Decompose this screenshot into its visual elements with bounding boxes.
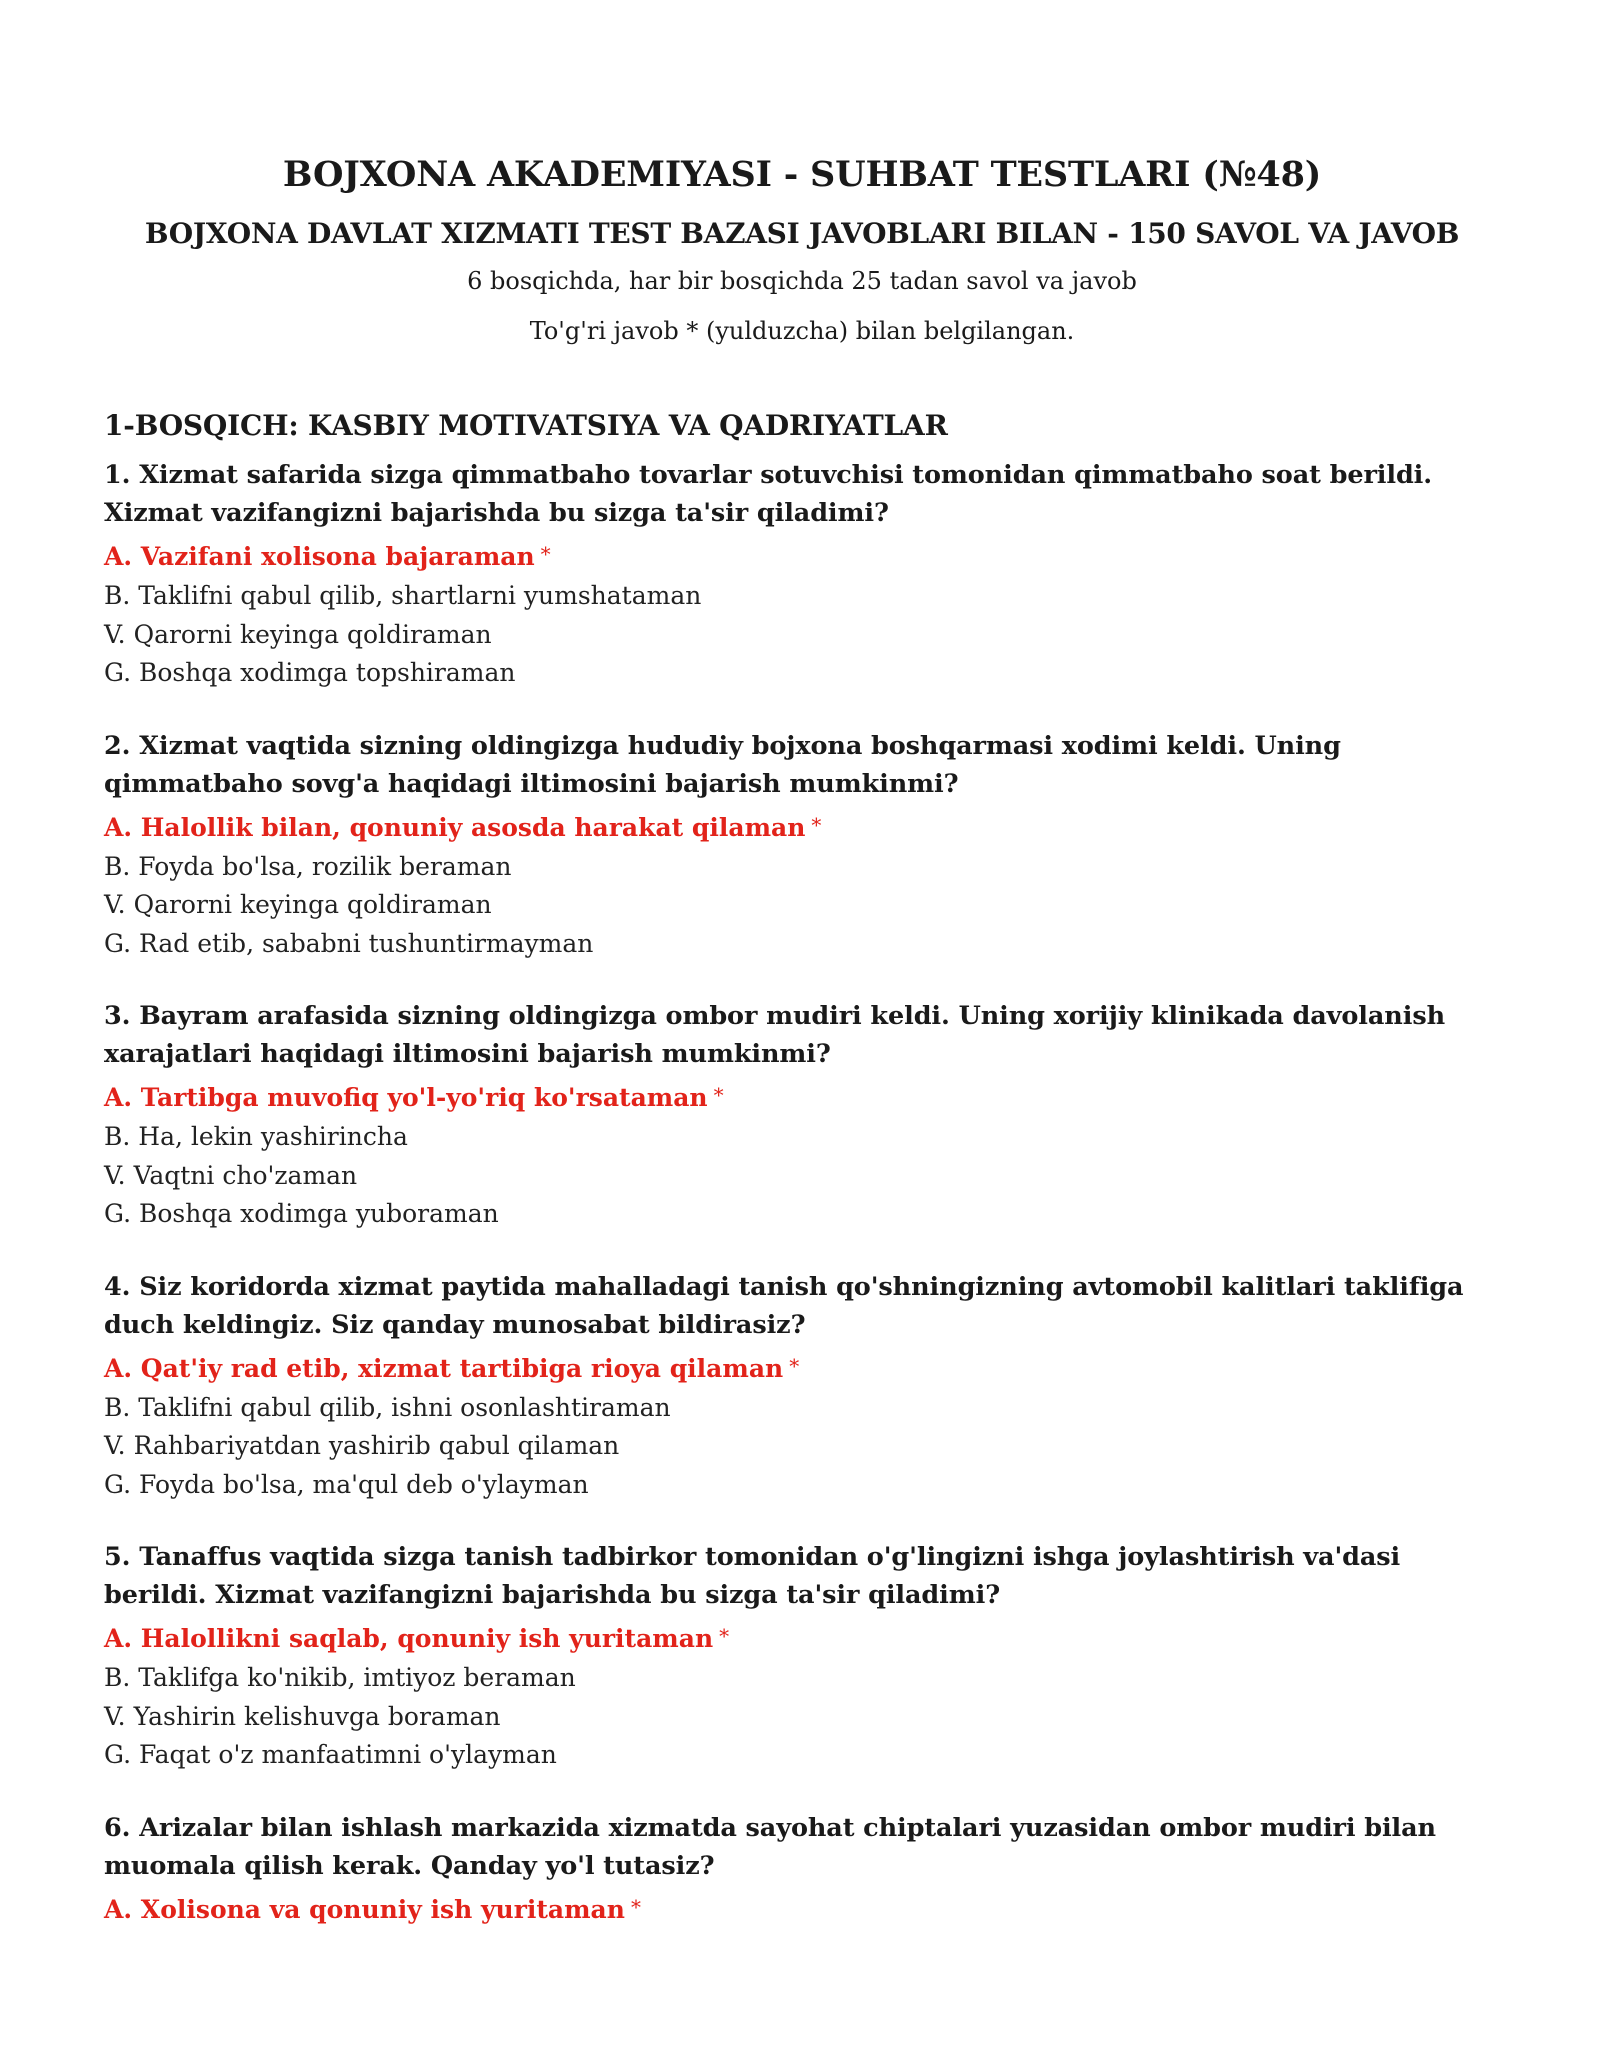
correct-answer-text: A. Tartibga muvofiq yo'l-yo'riq ko'rsataman	[104, 1083, 708, 1112]
answer-option: G. Boshqa xodimga topshiraman	[104, 658, 516, 687]
answer-legend: To'g'ri javob * (yulduzcha) bilan belgilangan.	[529, 317, 1075, 345]
answer-option: V. Qarorni keyinga qoldiraman	[104, 619, 492, 649]
correct-marker-star: *	[789, 1353, 800, 1378]
section-title: 1-BOSQICH: KASBIY MOTIVATSIYA VA QADRIYATLAR	[104, 409, 948, 442]
correct-answer	[104, 1616, 1500, 1659]
correct-marker-star: *	[630, 1894, 641, 1919]
correct-answer	[104, 1346, 1500, 1389]
answer-option: V. Vaqtni cho'zaman	[104, 1160, 358, 1190]
question-item	[104, 997, 1500, 1234]
answer-option: V. Qarorni keyinga qoldiraman	[104, 890, 492, 919]
answer-option: B. Foyda bo'lsa, rozilik beraman	[104, 851, 512, 881]
question-text: 5. Tanaffus vaqtida sizga tanish tadbirkor tomonidan o'g'lingizni ishga joylashtirish va'dasi berildi. Xizmat vazifangizni bajarishda bu sizga ta'sir qiladimi?	[104, 1542, 1401, 1610]
correct-answer-text: A. Xolisona va qonuniy ish yuritaman	[104, 1894, 625, 1924]
question-item	[104, 456, 1500, 693]
document-header	[104, 150, 1500, 350]
question-text: 3. Bayram arafasida sizning oldingizga ombor mudiri keldi. Uning xorijiy klinikada davolanish xarajatlari haqidagi iltimosini bajarish mumkinmi?	[104, 1001, 1446, 1069]
answer-option: B. Taklifni qabul qilib, shartlarni yumshataman	[104, 581, 702, 610]
question-text: 4. Siz koridorda xizmat paytida mahalladagi tanish qo'shningizning avtomobil kalitlari taklifiga duch keldingiz. Siz qanday munosabat bildirasiz?	[104, 1271, 1464, 1340]
question-text: 2. Xizmat vaqtida sizning oldingizga hududiy bojxona boshqarmasi xodimi keldi. Uning qimmatbaho sovg'a haqidagi iltimosini bajarish mumkinmi?	[104, 730, 1341, 799]
answer-option: G. Foyda bo'lsa, ma'qul deb o'ylayman	[104, 1469, 589, 1499]
answer-option: G. Boshqa xodimga yuboraman	[104, 1199, 499, 1228]
correct-marker-star: *	[540, 542, 551, 566]
document-subtitle: BOJXONA DAVLAT XIZMATI TEST BAZASI JAVOBLARI BILAN - 150 SAVOL VA JAVOB	[144, 217, 1460, 250]
question-text: 6. Arizalar bilan ishlash markazida xizmatda sayohat chiptalari yuzasidan ombor mudiri bilan muomala qilish kerak. Qanday yo'l tutasiz?	[104, 1812, 1436, 1881]
correct-answer-text: A. Halollikni saqlab, qonuniy ish yuritaman	[104, 1624, 714, 1653]
question-text: 1. Xizmat safarida sizga qimmatbaho tovarlar sotuvchisi tomonidan qimmatbaho soat berildi. Xizmat vazifangizni bajarishda bu sizga ta'sir qiladimi?	[104, 460, 1433, 528]
correct-marker-star: *	[719, 1624, 730, 1648]
correct-answer-text: A. Halollik bilan, qonuniy asosda harakat qilaman	[104, 812, 806, 842]
question-item	[104, 1268, 1500, 1505]
document-title: BOJXONA AKADEMIYASI - SUHBAT TESTLARI (№48)	[282, 154, 1322, 195]
correct-marker-star: *	[811, 812, 822, 837]
answer-option: V. Rahbariyatdan yashirib qabul qilaman	[104, 1431, 620, 1460]
correct-marker-star: *	[713, 1083, 724, 1107]
correct-answer	[104, 1075, 1500, 1118]
answer-option: G. Faqat o'z manfaatimni o'ylayman	[104, 1740, 557, 1769]
answer-option: B. Taklifni qabul qilib, ishni osonlashtiraman	[104, 1392, 671, 1422]
correct-answer-text: A. Qat'iy rad etib, xizmat tartibiga rioya qilaman	[104, 1353, 784, 1383]
question-item	[104, 1809, 1500, 1930]
question-list	[104, 456, 1500, 1930]
correct-answer	[104, 805, 1500, 848]
correct-answer	[104, 534, 1500, 577]
answer-option: V. Yashirin kelishuvga boraman	[104, 1701, 501, 1731]
answer-option: G. Rad etib, sababni tushuntirmayman	[104, 928, 594, 958]
correct-answer	[104, 1887, 1500, 1930]
stage-info: 6 bosqichda, har bir bosqichda 25 tadan savol va javob	[467, 267, 1137, 295]
answer-option: B. Ha, lekin yashirincha	[104, 1122, 408, 1151]
question-item	[104, 1538, 1500, 1775]
question-item	[104, 727, 1500, 964]
answer-option: B. Taklifga ko'nikib, imtiyoz beraman	[104, 1663, 576, 1692]
correct-answer-text: A. Vazifani xolisona bajaraman	[104, 542, 535, 571]
